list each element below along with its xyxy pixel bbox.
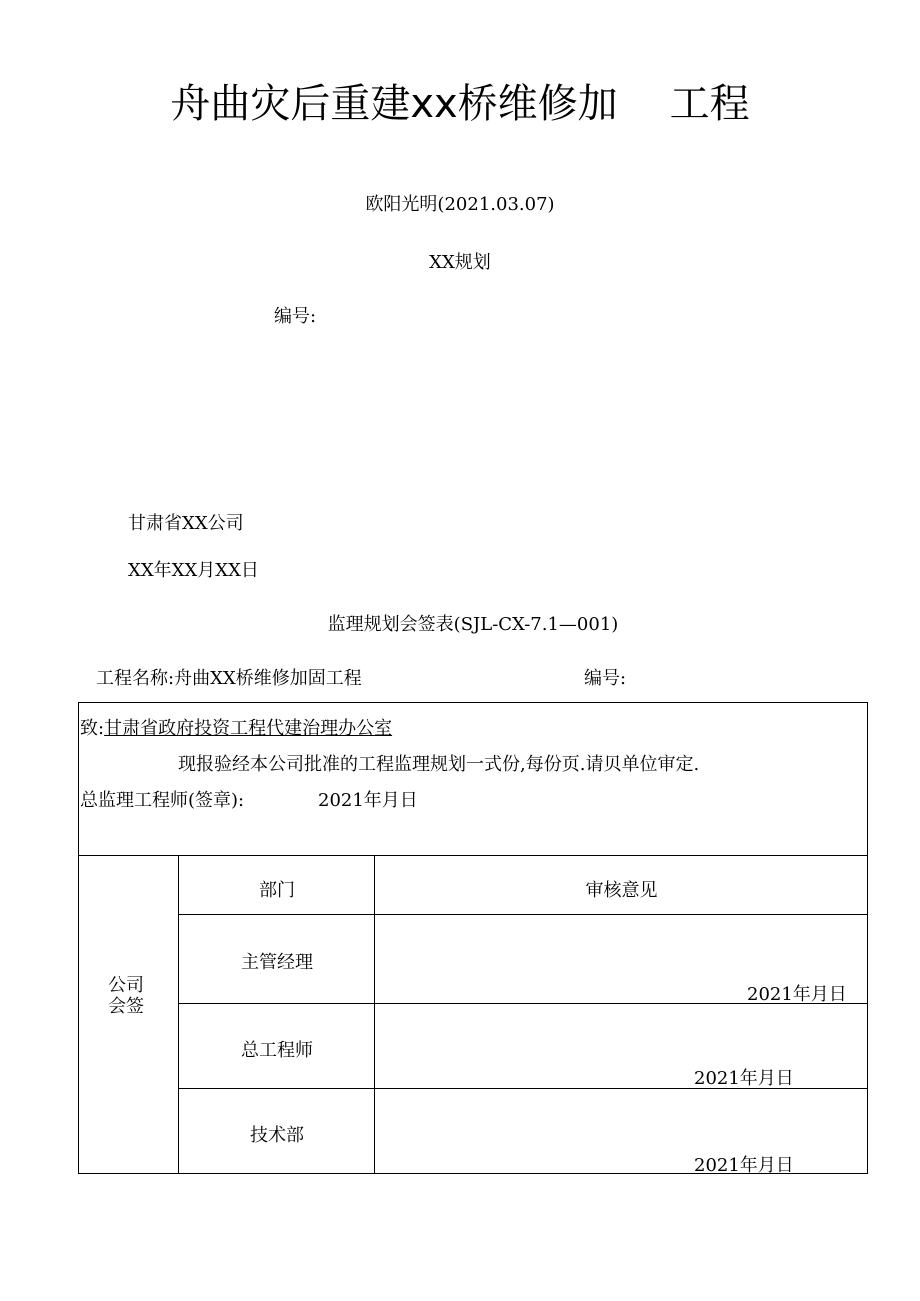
row-dept-tech: 技术部	[250, 1125, 304, 1146]
author-line: 欧阳光明(2021.03.07)	[365, 194, 555, 215]
doc-number-label: 编号:	[274, 306, 317, 327]
report-text: 现报验经本公司批准的工程监理规划一式份,每份页.请贝单位审定.	[178, 754, 700, 775]
header-dept: 部门	[259, 880, 295, 901]
table-divider	[179, 914, 868, 915]
company-sign-label: 公司会签	[108, 975, 144, 1017]
row-dept-chief-engineer: 总工程师	[241, 1040, 313, 1061]
row-date-chief-engineer: 2021年月日	[694, 1068, 794, 1089]
row-dept-manager: 主管经理	[241, 952, 313, 973]
company-name: 甘肃省XX公司	[128, 513, 244, 534]
table-divider	[78, 855, 868, 856]
title-left: 舟曲灾后重建xx桥维修加	[170, 81, 618, 127]
table-border-left	[78, 702, 79, 1174]
supervisor-date: 2021年月日	[318, 790, 418, 811]
recipient-line	[80, 714, 392, 740]
recipient-name: 甘肃省政府投资工程代建治理办公室	[104, 718, 393, 739]
project-name: 工程名称:舟曲XX桥维修加固工程	[96, 668, 362, 689]
document-date: XX年XX月XX日	[128, 560, 259, 581]
document-title	[0, 78, 920, 130]
supervisor-label: 总监理工程师(签章):	[80, 790, 245, 811]
title-right: 工程	[669, 81, 750, 127]
row-date-manager: 2021年月日	[747, 984, 847, 1005]
form-number-label: 编号:	[584, 668, 627, 689]
row-date-tech: 2021年月日	[694, 1155, 794, 1176]
form-title: 监理规划会签表(SJL-CX-7.1—001)	[327, 614, 619, 635]
document-subtitle: XX规划	[429, 252, 491, 273]
recipient-prefix: 致:	[80, 718, 105, 739]
table-border-right	[867, 702, 868, 1174]
table-border-top	[78, 702, 868, 703]
header-opinion: 审核意见	[585, 880, 658, 901]
